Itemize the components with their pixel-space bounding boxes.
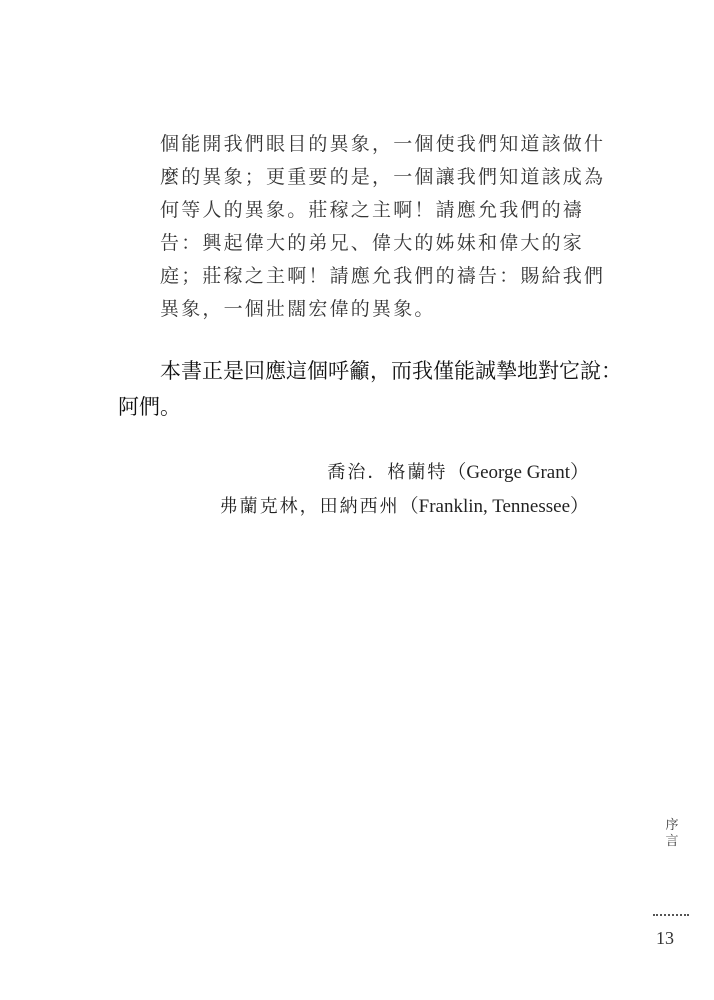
closing-paragraph [118,353,622,425]
quote-line: 麼的異象；更重要的是，一個讓我們知道該成為 [160,166,606,188]
signature-place [220,491,589,518]
dotted-rule [653,914,689,916]
section-side-label [662,818,682,850]
quote-line: 何等人的異象。莊稼之主啊！請應允我們的禱 [160,199,585,221]
side-label-char: 序 [665,818,679,833]
place-cjk: 弗蘭克林，田納西州 [219,496,400,517]
quote-line: 個能開我們眼目的異象，一個使我們知道該做什 [160,133,606,155]
side-label-char: 言 [665,834,679,849]
page-number: 13 [656,928,674,948]
place-latin: （Franklin, Tennessee） [399,496,589,517]
signature-name [327,457,589,484]
paragraph-line: 阿們。 [118,395,181,419]
quoted-prayer [160,128,606,326]
author-name-cjk: 喬治．格蘭特 [327,462,448,483]
quote-line: 告：興起偉大的弟兄、偉大的姊妹和偉大的家 [160,232,585,254]
quote-line: 庭；莊稼之主啊！請應允我們的禱告：賜給我們 [160,265,606,287]
quote-line: 異象，一個壯闊宏偉的異象。 [160,298,436,320]
paragraph-line: 本書正是回應這個呼籲，而我僅能誠摯地對它說： [160,359,622,383]
author-name-latin: （George Grant） [447,462,589,483]
